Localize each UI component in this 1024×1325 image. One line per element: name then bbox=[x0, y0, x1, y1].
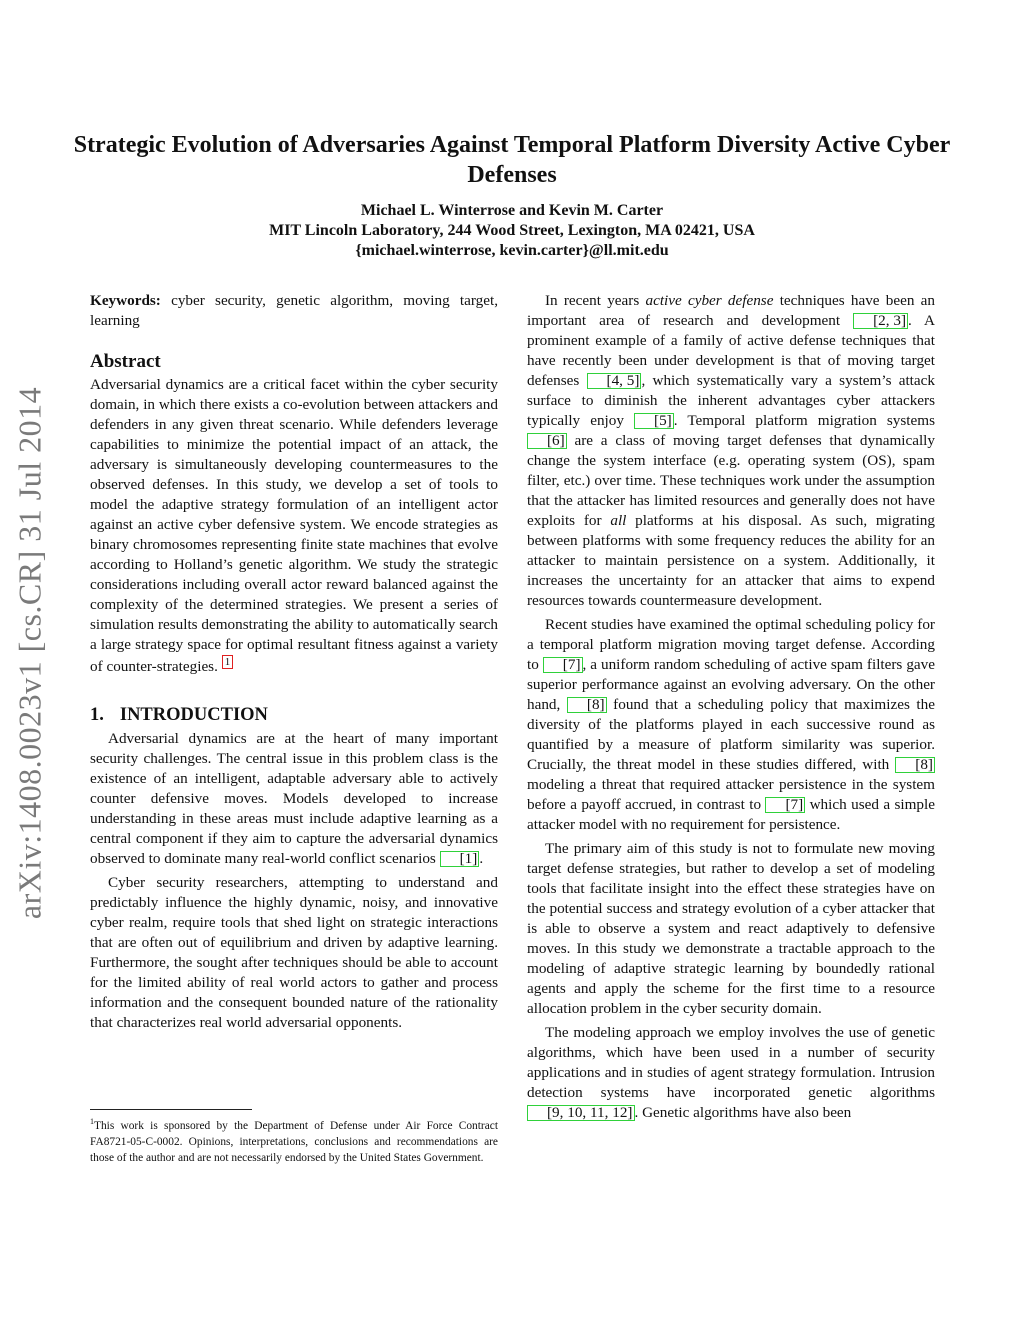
text-run: techniques have been an important area of research and development bbox=[527, 292, 935, 329]
right-column bbox=[527, 291, 935, 1123]
citation-link[interactable]: [8] bbox=[567, 697, 607, 713]
paper-title: Strategic Evolution of Adversaries Against Temporal Platform Diversity Active Cyber Defenses bbox=[73, 132, 951, 188]
emphasis-text: active cyber defense bbox=[645, 292, 774, 309]
citation-link[interactable]: [7] bbox=[765, 797, 805, 813]
author-block bbox=[60, 201, 964, 261]
text-run: which used a simple attacker model with no requirement for persistence. bbox=[527, 796, 935, 833]
section-title: INTRODUCTION bbox=[119, 705, 268, 726]
emphasis-text: all bbox=[610, 512, 627, 529]
text-run: platforms at his disposal. As such, migrating between platforms with some frequency reduces the ability for an attacker to maintain persistence on a system. Additionally, it increases the uncertainty for an attacker that aims to expend resources towards countermeasure development. bbox=[527, 512, 935, 609]
text-run: In recent years bbox=[545, 292, 646, 309]
citation-link[interactable]: [7] bbox=[543, 657, 583, 673]
intro-paragraph-1 bbox=[90, 729, 498, 869]
left-column bbox=[90, 291, 498, 1033]
right-paragraph-1 bbox=[527, 291, 935, 611]
abstract-heading: Abstract bbox=[90, 351, 161, 372]
keywords bbox=[90, 291, 498, 331]
citation-link[interactable]: [9, 10, 11, 12] bbox=[527, 1105, 635, 1121]
footnote-mark: 1 bbox=[90, 1117, 94, 1126]
affiliation: MIT Lincoln Laboratory, 244 Wood Street, Lexington, MA 02421, USA bbox=[269, 222, 755, 239]
citation-link[interactable]: [4, 5] bbox=[587, 373, 642, 389]
text-run: . Genetic algorithms have also been bbox=[634, 1104, 852, 1121]
text-run: Recent studies have examined the optimal scheduling policy for a temporal platform migration moving target defense. According to bbox=[527, 616, 935, 673]
text-run: . A prominent example of a family of active defense techniques that have recently been under development is that of moving target defenses bbox=[527, 312, 935, 389]
abstract-text bbox=[90, 375, 498, 677]
text-run: Adversarial dynamics are at the heart of many important security challenges. The central issue in this problem class is the existence of an intelligent, adaptable adversary able to actively counter defensive moves. Models developed to increase understanding in these areas must include adaptive learning as a central component if they aim to capture the adversarial dynamics observed to dominate many real-world conflict scenarios bbox=[90, 730, 498, 868]
author-emails: {michael.winterrose, kevin.carter}@ll.mit.edu bbox=[355, 242, 669, 259]
right-paragraph-3: The primary aim of this study is not to formulate new moving target defense strategies, but rather to develop a set of modeling tools that facilitate insight into the effect these strategies have on the potential success and strategy evolution of a cyber attacker that is able to observe a system and react adaptively to defensive moves. In this study we demonstrate a tractable approach to the modeling of adaptive strategic learning by boundedly rational agents and apply the scheme for the first time to a resource allocation problem in the cyber security domain. bbox=[527, 840, 935, 1017]
footnote-text: This work is sponsored by the Department of Defense under Air Force Contract FA8721-05-C-0002. Opinions, interpretations, conclusions and recommendations are those of the author and are not necessarily endorsed by the United States Government. bbox=[90, 1119, 498, 1164]
citation-link[interactable]: [2, 3] bbox=[853, 313, 908, 329]
text-run: The modeling approach we employ involves the use of genetic algorithms, which have been used in a number of security applications and in studies of agent strategy formulation. Intrusion detection systems have incorporated genetic algorithms bbox=[527, 1024, 935, 1101]
footnote bbox=[90, 1114, 498, 1166]
section-number: 1. bbox=[90, 705, 104, 726]
citation-link[interactable]: [8] bbox=[895, 757, 935, 773]
right-paragraph-4 bbox=[527, 1023, 935, 1123]
text-run: are a class of moving target defenses that dynamically change the system interface (e.g. operating system (OS), spam filter, etc.) over time. These techniques work under the assumption that the attacker has limited resources and generally does not have exploits for bbox=[527, 432, 935, 529]
intro-paragraph-2: Cyber security researchers, attempting to understand and predictably influence the highly dynamic, noisy, and innovative cyber realm, require tools that shed light on strategic interactions that are often out of equilibrium and driven by adaptive learning. Furthermore, the sought after techniques should be able to account for the limited ability of real world actors to gather and process information and the consequent bounded nature of the rationality that characterizes real world adversarial opponents. bbox=[90, 874, 498, 1032]
text-run: . Temporal platform migration systems bbox=[673, 412, 935, 429]
section-heading-introduction bbox=[90, 703, 498, 727]
footnote-link[interactable]: 1 bbox=[222, 655, 234, 669]
text-run: , a uniform random scheduling of active spam filters gave superior performance against an evolving adversary. On the other hand, bbox=[527, 656, 935, 713]
citation-link[interactable]: [5] bbox=[634, 413, 674, 429]
keywords-text: cyber security, genetic algorithm, moving target, learning bbox=[90, 292, 498, 329]
footnote-rule bbox=[90, 1109, 252, 1110]
right-paragraph-2 bbox=[527, 615, 935, 835]
text-run: , which systematically vary a system’s attack surface to diminish the inherent advantages cyber attackers typically enjoy bbox=[527, 372, 935, 429]
text-run: found that a scheduling policy that maximizes the diversity of the platforms played in each successive round as quantified by a measure of platform similarity was superior. Crucially, the threat model in these studies differed, with bbox=[527, 696, 935, 773]
text-run: . bbox=[479, 850, 484, 868]
keywords-label: Keywords: bbox=[90, 292, 161, 309]
text-run: modeling a threat that required attacker persistence in the system before a payoff accrued, in contrast to bbox=[527, 776, 935, 813]
abstract-body: Adversarial dynamics are a critical facet within the cyber security domain, in which there exists a co-evolution between attackers and defenders in any given threat scenario. While defenders leverage capabilities to minimize the potential impact of an attack, the adversary is simultaneously developing countermeasures to the observed defenses. In this study, we develop a set of tools to model the adaptive strategy formulation of an intelligent actor against an active cyber defensive system. We encode strategies as binary chromosomes representing finite state machines that evolve according to Holland’s genetic algorithm. We study the strategic considerations including overall actor reward balanced against the complexity of the determined strategies. We present a series of simulation results demonstrating the ability to automatically search a large strategy space for optimal resultant fitness against a variety of counter-strategies. bbox=[90, 376, 498, 676]
author-names: Michael L. Winterrose and Kevin M. Carter bbox=[360, 202, 664, 219]
citation-link[interactable]: [6] bbox=[527, 433, 567, 449]
citation-link[interactable]: [1] bbox=[440, 851, 480, 867]
arxiv-id: arXiv:1408.0023v1 [cs.CR] 31 Jul 2014 bbox=[11, 386, 48, 920]
